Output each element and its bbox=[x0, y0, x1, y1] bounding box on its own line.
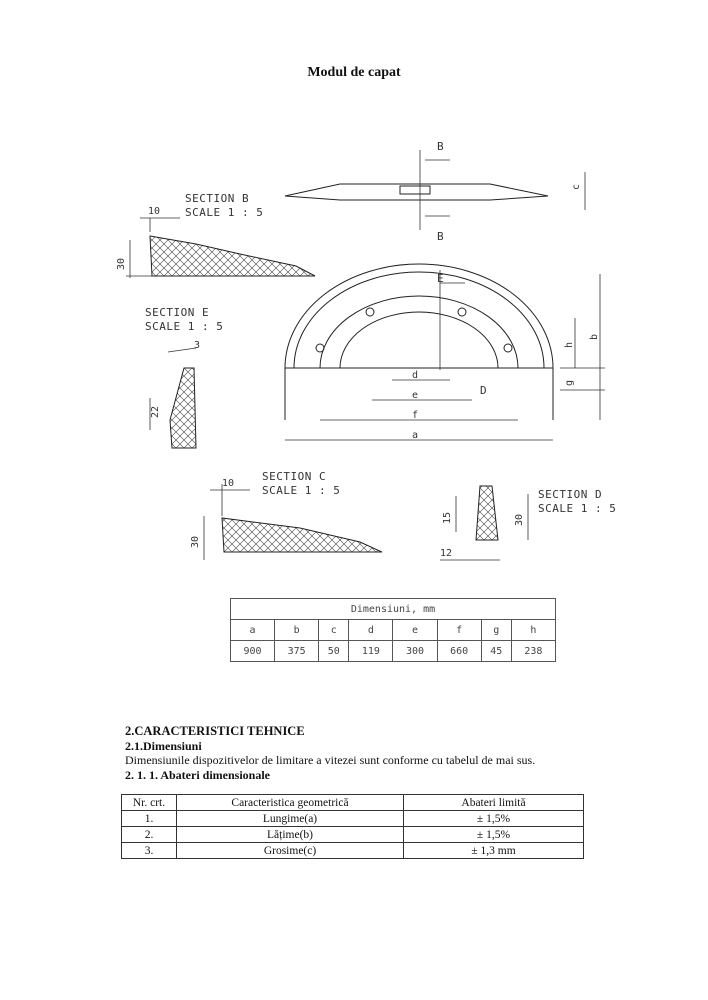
dim-value-cell: 50 bbox=[319, 641, 349, 662]
marker-e: E bbox=[437, 272, 445, 285]
dim-value-cell: 45 bbox=[481, 641, 511, 662]
dev-cell: ± 1,5% bbox=[404, 811, 584, 827]
dim-header-cell: f bbox=[437, 620, 481, 641]
marker-b-bottom: B bbox=[437, 230, 445, 243]
dim-header-cell: e bbox=[393, 620, 437, 641]
dimensions-table bbox=[230, 598, 556, 662]
section-b-profile bbox=[126, 218, 315, 278]
dev-cell: 2. bbox=[122, 827, 177, 843]
dev-cell: ± 1,3 mm bbox=[404, 843, 584, 859]
page-title: Modul de capat bbox=[307, 65, 401, 80]
deviation-header-row bbox=[122, 795, 584, 811]
dim-e: e bbox=[412, 390, 419, 401]
dim-header-cell: a bbox=[231, 620, 275, 641]
dim-d: d bbox=[412, 370, 419, 381]
dim-30-c: 30 bbox=[190, 535, 201, 548]
deviation-table bbox=[121, 794, 584, 859]
section-heading: 2.CARACTERISTICI TEHNICE bbox=[125, 724, 305, 738]
plan-main-view bbox=[285, 264, 605, 440]
dim-header-cell: c bbox=[319, 620, 349, 641]
section-e-scale: SCALE 1 : 5 bbox=[145, 320, 224, 333]
table-row bbox=[122, 843, 584, 859]
dim-value-cell: 119 bbox=[349, 641, 393, 662]
dev-cell: 3. bbox=[122, 843, 177, 859]
dim-value-cell: 300 bbox=[393, 641, 437, 662]
subsubsection-heading: 2. 1. 1. Abateri dimensionale bbox=[125, 768, 271, 782]
dim-value-cell: 660 bbox=[437, 641, 481, 662]
dim-15-d: 15 bbox=[442, 511, 453, 524]
table-row bbox=[122, 811, 584, 827]
table-row bbox=[122, 827, 584, 843]
marker-d: D bbox=[480, 384, 488, 397]
dev-header-cell: Caracteristica geometrică bbox=[177, 795, 404, 811]
dim-value-cell: 900 bbox=[231, 641, 275, 662]
section-c-scale: SCALE 1 : 5 bbox=[262, 484, 341, 497]
dimensions-value-row bbox=[231, 641, 556, 662]
dim-12-d: 12 bbox=[440, 548, 453, 559]
section-b-scale: SCALE 1 : 5 bbox=[185, 206, 264, 219]
section-d-label: SECTION D bbox=[538, 488, 603, 501]
plan-top-strip bbox=[285, 150, 585, 230]
dev-cell: Lățime(b) bbox=[177, 827, 404, 843]
subsection-heading: 2.1.Dimensiuni bbox=[125, 739, 202, 753]
dim-header-cell: b bbox=[275, 620, 319, 641]
dimensions-header-row bbox=[231, 620, 556, 641]
dim-30-b: 30 bbox=[116, 257, 127, 270]
dev-cell: 1. bbox=[122, 811, 177, 827]
dev-header-cell: Nr. crt. bbox=[122, 795, 177, 811]
marker-b-top: B bbox=[437, 140, 445, 153]
dev-cell: Lungime(a) bbox=[177, 811, 404, 827]
dim-h: h bbox=[564, 341, 575, 348]
dim-10-b: 10 bbox=[148, 206, 161, 217]
dim-b: b bbox=[589, 333, 600, 340]
dev-header-cell: Abateri limită bbox=[404, 795, 584, 811]
dim-10-c: 10 bbox=[222, 478, 235, 489]
dim-c: c bbox=[571, 183, 582, 190]
dim-header-cell: h bbox=[511, 620, 555, 641]
dim-22-e: 22 bbox=[150, 405, 161, 418]
dim-g: g bbox=[564, 379, 575, 386]
dim-header-cell: d bbox=[349, 620, 393, 641]
dim-3-e: 3 bbox=[194, 340, 201, 351]
dim-header-cell: g bbox=[481, 620, 511, 641]
section-e-profile bbox=[150, 348, 196, 448]
dev-cell: Grosime(c) bbox=[177, 843, 404, 859]
section-b-label: SECTION B bbox=[185, 192, 250, 205]
section-e-label: SECTION E bbox=[145, 306, 210, 319]
dim-value-cell: 375 bbox=[275, 641, 319, 662]
dev-cell: ± 1,5% bbox=[404, 827, 584, 843]
dim-30-d: 30 bbox=[514, 513, 525, 526]
dim-f: f bbox=[412, 410, 419, 421]
dim-a: a bbox=[412, 430, 419, 441]
dimensions-table-title: Dimensiuni, mm bbox=[231, 599, 556, 620]
body-paragraph: Dimensiunile dispozitivelor de limitare a vitezei sunt conforme cu tabelul de mai sus. bbox=[125, 753, 536, 767]
dim-value-cell: 238 bbox=[511, 641, 555, 662]
section-c-label: SECTION C bbox=[262, 470, 327, 483]
section-d-scale: SCALE 1 : 5 bbox=[538, 502, 617, 515]
